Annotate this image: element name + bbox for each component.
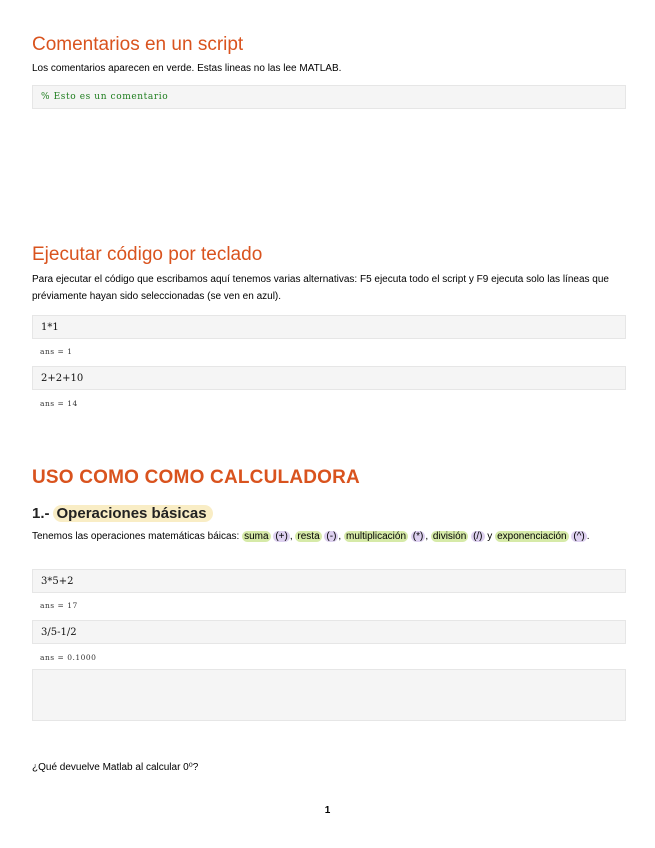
op-div-symbol: (/): [473, 531, 483, 542]
comments-description: Los comentarios aparecen en verde. Estas lineas no las lee MATLAB.: [32, 63, 342, 74]
op-sub-symbol: (-): [326, 531, 337, 542]
op-div: división: [432, 531, 467, 542]
subsection-title-basic-ops: [32, 505, 213, 522]
output-1: ans = 1: [40, 347, 73, 356]
section-title-comments: Comentarios en un script: [32, 34, 244, 55]
code-block-1[interactable]: 1*1: [32, 315, 626, 339]
keyboard-description: Para ejecutar el código que escribamos aquí tenemos varias alternativas: F5 ejecuta todo el script y F9 ejecuta solo las líneas que préviamente hayan sido seleccionadas (se ven en azul).: [32, 274, 609, 302]
op-mul: multiplicación: [345, 531, 407, 542]
code-block-comment[interactable]: % Esto es un comentario: [32, 85, 626, 109]
subsection-name: Operaciones básicas: [53, 505, 213, 522]
op-mul-symbol: (*): [412, 531, 424, 542]
op-pow-symbol: (^): [573, 531, 585, 542]
output-4: ans = 0.1000: [40, 653, 97, 662]
operations-intro: Tenemos las operaciones matemáticas báicas:: [32, 531, 240, 542]
output-3: ans = 17: [40, 601, 78, 610]
op-sub: resta: [297, 531, 320, 542]
output-2: ans = 14: [40, 399, 78, 408]
code-block-3[interactable]: 3*5+2: [32, 569, 626, 593]
operations-description: Tenemos las operaciones matemáticas báicas: suma (+) , resta (-) , multiplicación (*) , división (/) y exponenciación (^) .: [32, 531, 590, 542]
section-title-calculator: USO COMO COMO CALCULADORA: [32, 467, 360, 488]
subsection-number: 1.-: [32, 505, 50, 522]
page-number: 1: [324, 805, 331, 816]
code-block-2[interactable]: 2+2+10: [32, 366, 626, 390]
question-text: ¿Qué devuelve Matlab al calcular 0⁰?: [32, 762, 199, 773]
code-block-empty[interactable]: [32, 669, 626, 721]
op-pow: exponenciación: [497, 531, 567, 542]
op-sum-symbol: (+): [275, 531, 288, 542]
section-title-keyboard: Ejecutar código por teclado: [32, 244, 263, 265]
operations-and: y: [487, 531, 493, 542]
code-block-4[interactable]: 3/5-1/2: [32, 620, 626, 644]
op-sum: suma: [244, 531, 269, 542]
